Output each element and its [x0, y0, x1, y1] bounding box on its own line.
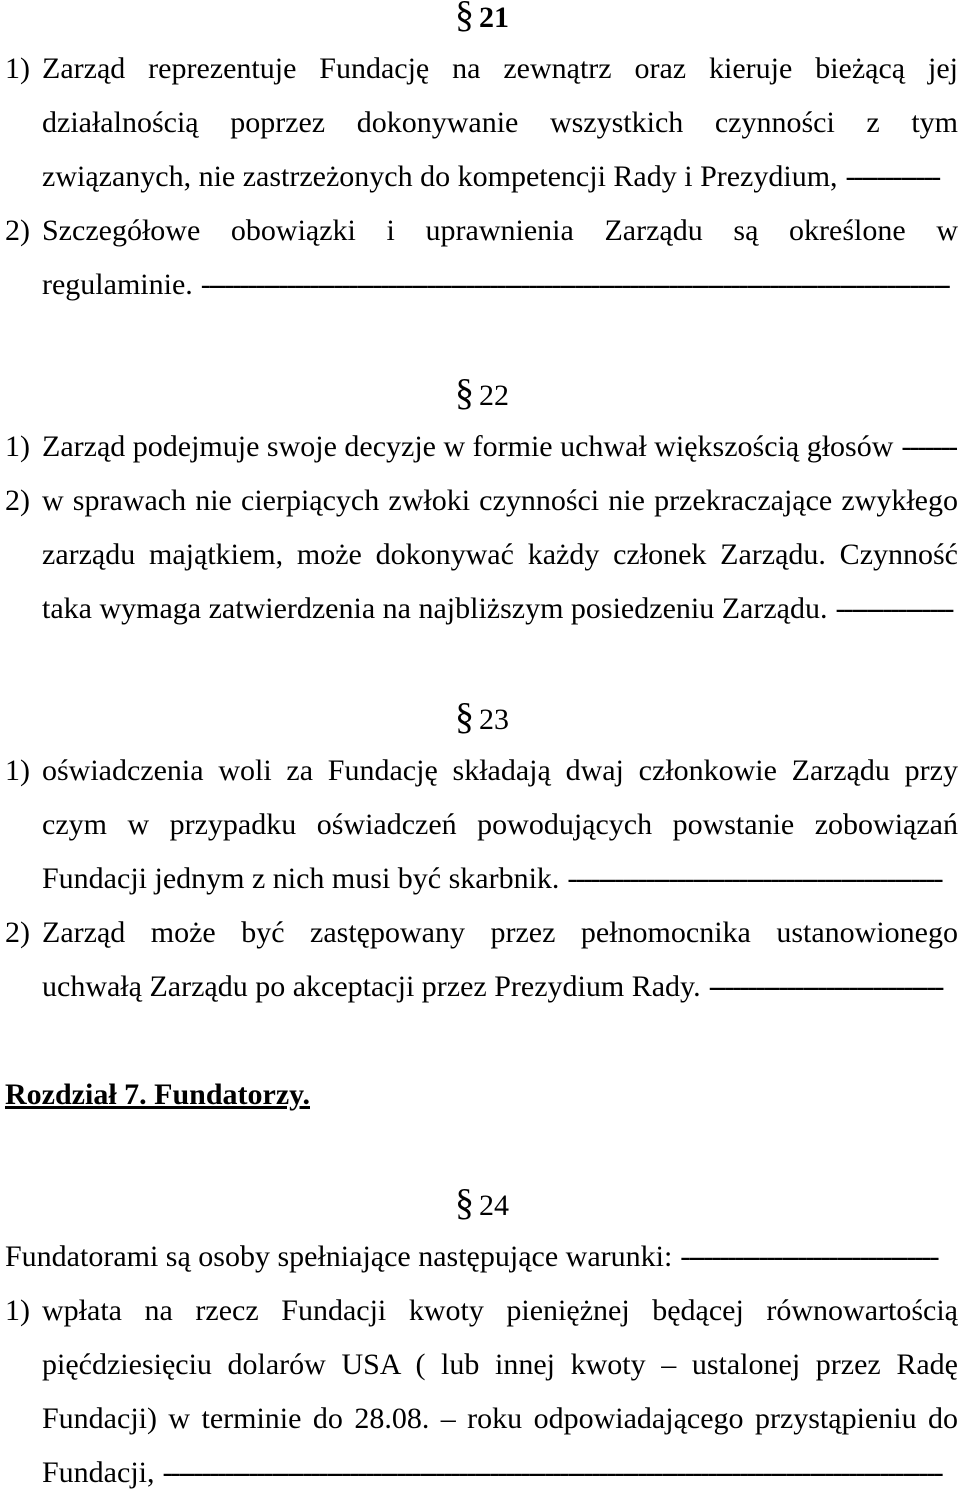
s24-item1-line3 [5, 1392, 958, 1446]
s22-item2-line2 [5, 528, 958, 582]
s21-item1-line1 [5, 42, 958, 96]
item-label: 1) [5, 52, 30, 85]
section-sign: § [455, 0, 474, 36]
s21-item1-line2 [5, 96, 958, 150]
item-text: zarządu majątkiem, może dokonywać każdy członek Zarządu. Czynność [42, 538, 958, 571]
s23-item2-line1 [5, 906, 958, 960]
dash-leader: ------------------------------------------------ [567, 862, 942, 895]
spacer [5, 312, 958, 366]
dash-leader: ------------------------------------------------------------------------------------------------ [200, 268, 949, 301]
section-22-heading [5, 366, 958, 420]
item-text: oświadczenia woli za Fundację składają dwaj członkowie Zarządu przy [42, 754, 958, 787]
s21-item1-line3 [5, 150, 958, 204]
item-label: 1) [5, 430, 30, 463]
item-text: związanych, nie zastrzeżonych do kompetencji Rady i Prezydium, [42, 160, 838, 193]
dash-leader: ---------------------------------------------------------------------------------------------------- [162, 1456, 942, 1489]
section-number: 24 [479, 1189, 509, 1222]
dash-leader: ------------ [845, 160, 940, 193]
item-label: 1) [5, 754, 30, 787]
s23-item1-line3 [5, 852, 958, 906]
item-text: wpłata na rzecz Fundacji kwoty pieniężnej będącej równowartością [42, 1294, 958, 1327]
intro-text: Fundatorami są osoby spełniające następujące warunki: [5, 1240, 673, 1273]
item-text: Szczegółowe obowiązki i uprawnienia Zarządu są określone w [42, 214, 958, 247]
item-text: uchwałą Zarządu po akceptacji przez Prezydium Rady. [42, 970, 701, 1003]
item-text: regulaminie. [42, 268, 193, 301]
section-number: 22 [479, 379, 509, 412]
section-sign: § [455, 696, 474, 738]
item-text: Zarząd reprezentuje Fundację na zewnątrz oraz kieruje bieżącą jej [42, 52, 958, 85]
item-text: Fundacji, [42, 1456, 155, 1489]
item-label: 2) [5, 214, 30, 247]
s24-item1-line4 [5, 1446, 958, 1491]
s24-item1-line1 [5, 1284, 958, 1338]
section-sign: § [455, 1182, 474, 1224]
dash-leader: --------------- [835, 592, 953, 625]
section-24-heading [5, 1176, 958, 1230]
s21-item2-line1 [5, 204, 958, 258]
s22-item2-line3 [5, 582, 958, 636]
s21-item2-line2 [5, 258, 958, 312]
item-label: 2) [5, 484, 30, 517]
spacer [5, 1122, 958, 1176]
document-page [5, 0, 958, 1491]
dash-leader: ------------------------------ [708, 970, 943, 1003]
section-number: 21 [479, 1, 509, 34]
spacer [5, 636, 958, 690]
s23-item1-line2 [5, 798, 958, 852]
item-text: działalnością poprzez dokonywanie wszystkich czynności z tym [42, 106, 958, 139]
s23-item1-line1 [5, 744, 958, 798]
chapter-title: Rozdział 7. Fundatorzy. [5, 1078, 310, 1111]
s22-item1-line1 [5, 420, 958, 474]
section-23-heading [5, 690, 958, 744]
item-text: w sprawach nie cierpiących zwłoki czynności nie przekraczające zwykłego [42, 484, 958, 517]
section-number: 23 [479, 703, 509, 736]
item-text: czym w przypadku oświadczeń powodujących powstanie zobowiązań [42, 808, 958, 841]
s23-item2-line2 [5, 960, 958, 1014]
item-text: Fundacji jednym z nich musi być skarbnik. [42, 862, 560, 895]
item-text: Zarząd może być zastępowany przez pełnomocnika ustanowionego [42, 916, 958, 949]
item-text: Zarząd podejmuje swoje decyzje w formie uchwał większością głosów [42, 430, 894, 463]
dash-leader: --------------------------------- [680, 1240, 938, 1273]
s24-intro-line [5, 1230, 958, 1284]
item-text: pięćdziesięciu dolarów USA ( lub innej kwoty – ustalonej przez Radę [42, 1348, 958, 1381]
item-label: 2) [5, 916, 30, 949]
item-text: taka wymaga zatwierdzenia na najbliższym posiedzeniu Zarządu. [42, 592, 828, 625]
s24-item1-line2 [5, 1338, 958, 1392]
s22-item2-line1 [5, 474, 958, 528]
chapter-heading [5, 1068, 958, 1122]
item-label: 1) [5, 1294, 30, 1327]
section-21-heading [5, 0, 958, 42]
item-text: Fundacji) w terminie do 28.08. – roku odpowiadającego przystąpieniu do [42, 1402, 958, 1435]
section-sign: § [455, 372, 474, 414]
dash-leader: ------- [901, 430, 956, 463]
spacer [5, 1014, 958, 1068]
